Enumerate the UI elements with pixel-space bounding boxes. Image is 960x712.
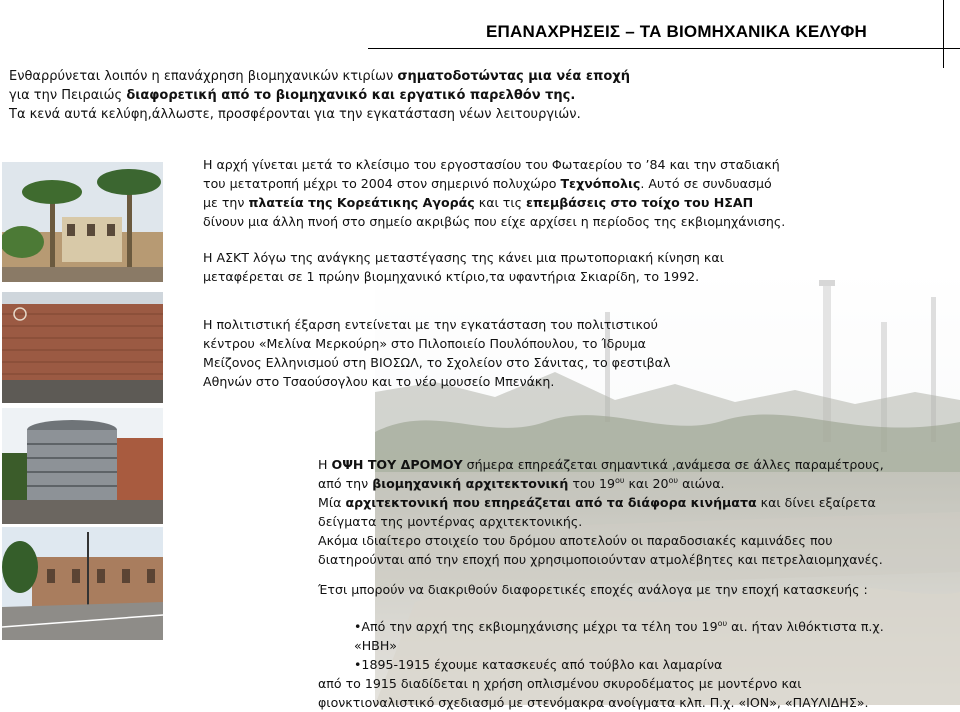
- eras-line-5: από το 1915 διαδίδεται η χρήση οπλισμένου σκυροδέματος με μοντέρνο και: [318, 676, 802, 691]
- intro-line-3: Τα κενά αυτά κελύφη,άλλωστε, προσφέρονται για την εγκατάσταση νέων λειτουργιών.: [9, 107, 581, 122]
- header-vertical-rule: [943, 0, 944, 68]
- street-corner-photo: [2, 527, 163, 640]
- technopolis-paragraph: Η αρχή γίνεται μετά το κλείσιμο του εργοστασίου του Φωταερίου το ’84 και την σταδιακή του μετατροπή μέχρι το 2004 στον σημερινό πολυχώρο Τεχνόπολις. Αυτό σε συνδυασμό με την πλατεία της Κορεάτικης Αγοράς και τις επεμβάσεις στο τοίχο του ΗΣΑΠ δίνουν μια άλλη πνοή στο σημείο ακριβώς που είχε αρχίσει η περίοδος της εκβιομηχάνισης.: [203, 157, 786, 229]
- eras-list: [318, 617, 884, 712]
- intro-line-2: για την Πειραιώς διαφορετική από το βιομηχανικό και εργατικό παρελθόν της.: [9, 88, 576, 103]
- brick-facade-photo: [2, 292, 163, 403]
- list-item-continuation: «ΗΒΗ»: [354, 638, 397, 653]
- palm-trees-photo: [2, 162, 163, 282]
- eras-paragraph: Έτσι μπορούν να διακριθούν διαφορετικές εποχές ανάλογα με την εποχή κατασκευής :: [318, 582, 868, 597]
- list-item: •Από την αρχή της εκβιομηχάνισης μέχρι τα τέλη του $19^{o\upsilon}$ αι. ήταν λιθόκτιστα π.χ.: [354, 618, 884, 634]
- list-item: •1895-1915 έχουμε κατασκευές από τούβλο και λαμαρίνα: [354, 657, 723, 672]
- eras-line-6: φιονκτιοναλιστικό σχεδιασμό με στενόμακρα ανοίγματα κλπ. Π.χ. «ΙΟΝ», «ΠΑΥΛΙΔΗΣ».: [318, 695, 869, 710]
- askt-paragraph: Η ΑΣΚΤ λόγω της ανάγκης μεταστέγασης της κάνει μια πρωτοποριακή κίνηση και μεταφέρεται σε 1 πρώην βιομηχανικό κτίριο,τα υφαντήρια Σκιαρίδη, το 1992.: [203, 250, 724, 284]
- round-metal-building-photo: [2, 408, 163, 524]
- header-rule: [368, 48, 960, 49]
- cultural-paragraph: Η πολιτιστική έξαρση εντείνεται με την εγκατάσταση του πολιτιστικού κέντρου «Μελίνα Μερκούρη» στο Πιλοποιείο Πουλόπουλου, το Ίδρυμα Μείζονος Ελληνισμού στη ΒΙΟΣΩΛ, το Σχολείον στο Σάνιτας, το φεστιβαλ Αθηνών στο Τσαούσογλου και το νέο μουσείο Μπενάκη.: [203, 317, 671, 389]
- street-facade-paragraph: Η ΟΨΗ ΤΟΥ ΔΡΟΜΟΥ σήμερα επηρεάζεται σημαντικά ,ανάμεσα σε άλλες παραμέτρους, από την βιομηχανική αρχιτεκτονική του $19^{o\upsilon}$ και $20^{o\upsilon}$ αιώνα. Μία αρχιτεκτονική που επηρεάζεται από τα διάφορα κινήματα και δίνει εξαίρετα δείγματα της μοντέρνας αρχιτεκτονικής. Ακόμα ιδιαίτερο στοιχείο του δρόμου αποτελούν οι παραδοσιακές καμινάδες που διατηρούνται από την εποχή που χρησιμοποιούνταν ατμολέβητες και πετρελαιομηχανές.: [318, 457, 884, 567]
- page-title: ΕΠΑΝΑΧΡΗΣΕΙΣ – ΤΑ ΒΙΟΜΗΧΑΝΙΚΑ ΚΕΛΥΦΗ: [486, 22, 867, 41]
- intro-paragraph: [9, 67, 630, 124]
- intro-line-1: Ενθαρρύνεται λοιπόν η επανάχρηση βιομηχανικών κτιρίων σηματοδοτώντας μια νέα εποχή: [9, 69, 630, 84]
